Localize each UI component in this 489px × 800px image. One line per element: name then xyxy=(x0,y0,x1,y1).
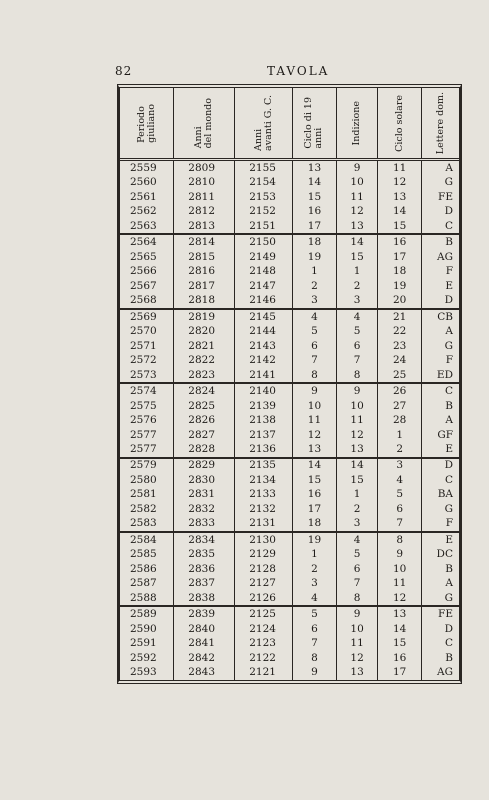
cell-periodo-giuliano: 2587 xyxy=(120,576,174,590)
cell-ciclo-solare: 15 xyxy=(378,219,422,234)
cell-ciclo-19: 19 xyxy=(292,250,336,264)
column-header-lettere-dom: Lettere dom. xyxy=(422,88,459,160)
cell-anni-avanti-gc: 2145 xyxy=(235,309,293,324)
running-title: TAVOLA xyxy=(267,64,330,78)
cell-ciclo-solare: 12 xyxy=(378,591,422,606)
cell-lettere-dom: D xyxy=(444,622,453,635)
cell-ciclo-solare: 5 xyxy=(378,487,422,501)
cell-ciclo-solare: 23 xyxy=(378,339,422,353)
cell-anni-del-mondo: 2824 xyxy=(174,383,235,398)
table-row xyxy=(120,651,459,665)
page-header xyxy=(0,64,489,80)
cell-anni-avanti-gc: 2132 xyxy=(235,502,293,516)
cell-ciclo-19: 18 xyxy=(292,516,336,531)
cell-anni-avanti-gc: 2153 xyxy=(235,190,293,204)
cell-anni-del-mondo: 2820 xyxy=(174,324,235,338)
table-row xyxy=(120,234,459,249)
column-header-periodo-giuliano: Periodo giuliano xyxy=(120,88,174,160)
cell-ciclo-solare: 22 xyxy=(378,324,422,338)
cell-lettere-dom: D xyxy=(444,205,453,218)
cell-indizione: 8 xyxy=(337,591,378,606)
cell-anni-avanti-gc: 2131 xyxy=(235,516,293,531)
cell-anni-avanti-gc: 2137 xyxy=(235,428,293,442)
cell-lettere-dom: A xyxy=(445,325,453,338)
cell-anni-del-mondo: 2811 xyxy=(174,190,235,204)
cell-lettere-dom: AG xyxy=(437,666,453,679)
cell-ciclo-solare: 2 xyxy=(378,442,422,457)
cell-anni-avanti-gc: 2138 xyxy=(235,413,293,427)
cell-ciclo-19: 15 xyxy=(292,473,336,487)
table-row xyxy=(120,293,459,308)
cell-ciclo-solare: 13 xyxy=(378,190,422,204)
cell-periodo-giuliano: 2591 xyxy=(120,636,174,650)
table-row xyxy=(120,353,459,367)
cell-lettere-dom: B xyxy=(445,562,453,575)
table-row xyxy=(120,562,459,576)
table-row xyxy=(120,606,459,621)
cell-ciclo-solare: 25 xyxy=(378,368,422,383)
cell-periodo-giuliano: 2583 xyxy=(120,516,174,531)
cell-anni-avanti-gc: 2147 xyxy=(235,279,293,293)
cell-indizione: 13 xyxy=(337,219,378,234)
cell-anni-del-mondo: 2829 xyxy=(174,458,235,473)
cell-ciclo-19: 1 xyxy=(292,547,336,561)
cell-ciclo-19: 6 xyxy=(292,339,336,353)
cell-indizione: 15 xyxy=(337,250,378,264)
cell-anni-del-mondo: 2841 xyxy=(174,636,235,650)
cell-periodo-giuliano: 2579 xyxy=(120,458,174,473)
cell-indizione: 10 xyxy=(337,399,378,413)
cell-ciclo-solare: 16 xyxy=(378,234,422,249)
cell-ciclo-solare: 9 xyxy=(378,547,422,561)
table-row xyxy=(120,516,459,531)
cell-anni-avanti-gc: 2123 xyxy=(235,636,293,650)
cell-periodo-giuliano: 2570 xyxy=(120,324,174,338)
cell-periodo-giuliano: 2572 xyxy=(120,353,174,367)
cell-periodo-giuliano: 2568 xyxy=(120,293,174,308)
cell-periodo-giuliano: 2577 xyxy=(120,428,174,442)
cell-indizione: 4 xyxy=(337,532,378,547)
table-row xyxy=(120,622,459,636)
table-row xyxy=(120,399,459,413)
cell-periodo-giuliano: 2576 xyxy=(120,413,174,427)
table-row xyxy=(120,591,459,606)
cell-ciclo-19: 19 xyxy=(292,532,336,547)
cell-anni-avanti-gc: 2122 xyxy=(235,651,293,665)
cell-lettere-dom: FE xyxy=(438,608,453,621)
cell-ciclo-19: 8 xyxy=(292,651,336,665)
cell-anni-del-mondo: 2816 xyxy=(174,264,235,278)
cell-anni-avanti-gc: 2150 xyxy=(235,234,293,249)
table-row xyxy=(120,428,459,442)
cell-lettere-dom: G xyxy=(422,591,459,606)
cell-lettere-dom: BA xyxy=(437,488,453,501)
column-header-ciclo-solare: Ciclo solare xyxy=(378,88,422,160)
cell-anni-del-mondo: 2821 xyxy=(174,339,235,353)
cell-anni-del-mondo: 2838 xyxy=(174,591,235,606)
chronology-table-frame xyxy=(117,84,462,684)
table-row xyxy=(120,160,459,176)
cell-ciclo-19: 15 xyxy=(292,190,336,204)
table-row xyxy=(120,576,459,590)
cell-periodo-giuliano: 2569 xyxy=(120,309,174,324)
cell-periodo-giuliano: 2581 xyxy=(120,487,174,501)
cell-ciclo-19: 5 xyxy=(292,324,336,338)
column-header-indizione: Indizione xyxy=(337,88,378,160)
cell-anni-del-mondo: 2835 xyxy=(174,547,235,561)
cell-ciclo-19: 5 xyxy=(292,606,336,621)
cell-ciclo-solare: 6 xyxy=(378,502,422,516)
cell-ciclo-19: 9 xyxy=(292,665,336,680)
cell-anni-del-mondo: 2813 xyxy=(174,219,235,234)
cell-ciclo-solare: 17 xyxy=(378,250,422,264)
cell-periodo-giuliano: 2559 xyxy=(120,160,174,176)
cell-anni-del-mondo: 2812 xyxy=(174,204,235,218)
cell-lettere-dom: C xyxy=(444,385,453,398)
cell-anni-avanti-gc: 2139 xyxy=(235,399,293,413)
chronology-table xyxy=(120,88,459,680)
cell-anni-avanti-gc: 2124 xyxy=(235,622,293,636)
cell-ciclo-19: 18 xyxy=(292,234,336,249)
cell-indizione: 9 xyxy=(337,606,378,621)
cell-ciclo-19: 10 xyxy=(292,399,336,413)
cell-indizione: 6 xyxy=(337,339,378,353)
cell-ciclo-solare: 3 xyxy=(378,458,422,473)
cell-lettere-dom: F xyxy=(422,516,459,531)
cell-anni-avanti-gc: 2142 xyxy=(235,353,293,367)
cell-indizione: 5 xyxy=(337,324,378,338)
cell-anni-del-mondo: 2834 xyxy=(174,532,235,547)
cell-ciclo-19: 14 xyxy=(292,175,336,189)
cell-periodo-giuliano: 2573 xyxy=(120,368,174,383)
cell-periodo-giuliano: 2589 xyxy=(120,606,174,621)
cell-anni-avanti-gc: 2135 xyxy=(235,458,293,473)
cell-anni-avanti-gc: 2133 xyxy=(235,487,293,501)
cell-ciclo-19: 13 xyxy=(292,442,336,457)
cell-lettere-dom: B xyxy=(445,399,453,412)
cell-lettere-dom: D xyxy=(444,459,453,472)
cell-anni-avanti-gc: 2151 xyxy=(235,219,293,234)
cell-ciclo-19: 3 xyxy=(292,576,336,590)
cell-ciclo-solare: 14 xyxy=(378,204,422,218)
cell-ciclo-19: 13 xyxy=(292,160,336,176)
cell-indizione: 10 xyxy=(337,622,378,636)
table-row xyxy=(120,204,459,218)
column-header-anni-avanti-gc: Anni avanti G. C. xyxy=(235,88,293,160)
cell-ciclo-19: 17 xyxy=(292,219,336,234)
cell-anni-del-mondo: 2809 xyxy=(174,160,235,176)
cell-periodo-giuliano: 2593 xyxy=(120,665,174,680)
cell-anni-avanti-gc: 2127 xyxy=(235,576,293,590)
cell-anni-avanti-gc: 2141 xyxy=(235,368,293,383)
cell-anni-del-mondo: 2833 xyxy=(174,516,235,531)
cell-indizione: 9 xyxy=(337,160,378,176)
cell-anni-del-mondo: 2828 xyxy=(174,442,235,457)
cell-anni-avanti-gc: 2130 xyxy=(235,532,293,547)
cell-ciclo-solare: 15 xyxy=(378,636,422,650)
cell-ciclo-solare: 26 xyxy=(378,383,422,398)
cell-indizione: 1 xyxy=(337,487,378,501)
cell-anni-avanti-gc: 2144 xyxy=(235,324,293,338)
cell-ciclo-19: 8 xyxy=(292,368,336,383)
cell-periodo-giuliano: 2562 xyxy=(120,204,174,218)
cell-lettere-dom: DC xyxy=(436,548,453,561)
cell-ciclo-solare: 16 xyxy=(378,651,422,665)
cell-anni-avanti-gc: 2146 xyxy=(235,293,293,308)
cell-indizione: 4 xyxy=(337,309,378,324)
cell-ciclo-19: 4 xyxy=(292,591,336,606)
cell-anni-del-mondo: 2839 xyxy=(174,606,235,621)
table-row xyxy=(120,339,459,353)
table-body xyxy=(120,160,459,681)
cell-anni-del-mondo: 2826 xyxy=(174,413,235,427)
cell-anni-del-mondo: 2843 xyxy=(174,665,235,680)
cell-lettere-dom: GF xyxy=(437,428,453,441)
cell-anni-avanti-gc: 2143 xyxy=(235,339,293,353)
cell-ciclo-solare: 14 xyxy=(378,622,422,636)
cell-ciclo-solare: 21 xyxy=(378,309,422,324)
table-row xyxy=(120,413,459,427)
cell-indizione: 8 xyxy=(337,368,378,383)
cell-periodo-giuliano: 2580 xyxy=(120,473,174,487)
table-row xyxy=(120,636,459,650)
cell-lettere-dom: CB xyxy=(437,310,453,323)
cell-ciclo-19: 4 xyxy=(292,309,336,324)
cell-ciclo-19: 2 xyxy=(292,279,336,293)
page-number: 82 xyxy=(115,64,133,78)
cell-anni-del-mondo: 2831 xyxy=(174,487,235,501)
cell-anni-del-mondo: 2827 xyxy=(174,428,235,442)
table-row xyxy=(120,264,459,278)
cell-ciclo-solare: 11 xyxy=(378,576,422,590)
table-row xyxy=(120,487,459,501)
cell-ciclo-19: 17 xyxy=(292,502,336,516)
cell-ciclo-solare: 17 xyxy=(378,665,422,680)
cell-indizione: 11 xyxy=(337,413,378,427)
cell-ciclo-19: 6 xyxy=(292,622,336,636)
cell-indizione: 12 xyxy=(337,428,378,442)
cell-indizione: 2 xyxy=(337,502,378,516)
cell-anni-del-mondo: 2836 xyxy=(174,562,235,576)
cell-periodo-giuliano: 2567 xyxy=(120,279,174,293)
table-row xyxy=(120,324,459,338)
cell-ciclo-19: 1 xyxy=(292,264,336,278)
cell-periodo-giuliano: 2588 xyxy=(120,591,174,606)
table-row xyxy=(120,219,459,234)
cell-ciclo-19: 3 xyxy=(292,293,336,308)
cell-ciclo-19: 7 xyxy=(292,636,336,650)
cell-anni-del-mondo: 2842 xyxy=(174,651,235,665)
cell-ciclo-solare: 1 xyxy=(378,428,422,442)
cell-indizione: 5 xyxy=(337,547,378,561)
cell-indizione: 7 xyxy=(337,353,378,367)
cell-indizione: 14 xyxy=(337,458,378,473)
cell-anni-del-mondo: 2837 xyxy=(174,576,235,590)
cell-ciclo-solare: 7 xyxy=(378,516,422,531)
column-header-anni-del-mondo: Anni del mondo xyxy=(174,88,235,160)
cell-lettere-dom: F xyxy=(445,265,453,278)
cell-indizione: 14 xyxy=(337,234,378,249)
table-row xyxy=(120,190,459,204)
cell-anni-avanti-gc: 2128 xyxy=(235,562,293,576)
cell-lettere-dom: A xyxy=(445,414,453,427)
cell-periodo-giuliano: 2584 xyxy=(120,532,174,547)
cell-indizione: 6 xyxy=(337,562,378,576)
cell-indizione: 15 xyxy=(337,473,378,487)
cell-lettere-dom: E xyxy=(422,442,459,457)
cell-ciclo-19: 11 xyxy=(292,413,336,427)
cell-lettere-dom: G xyxy=(444,502,453,515)
cell-anni-del-mondo: 2822 xyxy=(174,353,235,367)
cell-periodo-giuliano: 2566 xyxy=(120,264,174,278)
cell-indizione: 12 xyxy=(337,651,378,665)
cell-ciclo-solare: 27 xyxy=(378,399,422,413)
cell-periodo-giuliano: 2577 xyxy=(120,442,174,457)
cell-anni-del-mondo: 2818 xyxy=(174,293,235,308)
cell-ciclo-19: 7 xyxy=(292,353,336,367)
cell-indizione: 11 xyxy=(337,190,378,204)
cell-anni-del-mondo: 2814 xyxy=(174,234,235,249)
cell-ciclo-solare: 20 xyxy=(378,293,422,308)
table-row xyxy=(120,279,459,293)
cell-periodo-giuliano: 2560 xyxy=(120,175,174,189)
cell-periodo-giuliano: 2564 xyxy=(120,234,174,249)
cell-periodo-giuliano: 2575 xyxy=(120,399,174,413)
cell-anni-del-mondo: 2819 xyxy=(174,309,235,324)
cell-anni-del-mondo: 2830 xyxy=(174,473,235,487)
cell-lettere-dom: FE xyxy=(438,190,453,203)
cell-periodo-giuliano: 2563 xyxy=(120,219,174,234)
header-row xyxy=(120,88,459,160)
cell-lettere-dom: ED xyxy=(422,368,459,383)
cell-ciclo-solare: 4 xyxy=(378,473,422,487)
cell-lettere-dom: B xyxy=(445,236,453,249)
cell-anni-del-mondo: 2810 xyxy=(174,175,235,189)
cell-indizione: 3 xyxy=(337,516,378,531)
cell-lettere-dom: C xyxy=(444,473,453,486)
cell-anni-avanti-gc: 2134 xyxy=(235,473,293,487)
cell-ciclo-solare: 18 xyxy=(378,264,422,278)
cell-periodo-giuliano: 2561 xyxy=(120,190,174,204)
cell-anni-avanti-gc: 2155 xyxy=(235,160,293,176)
cell-periodo-giuliano: 2565 xyxy=(120,250,174,264)
table-row xyxy=(120,250,459,264)
cell-ciclo-19: 2 xyxy=(292,562,336,576)
cell-indizione: 10 xyxy=(337,175,378,189)
cell-periodo-giuliano: 2585 xyxy=(120,547,174,561)
cell-anni-del-mondo: 2832 xyxy=(174,502,235,516)
cell-lettere-dom: C xyxy=(444,637,453,650)
cell-lettere-dom: E xyxy=(445,533,453,546)
cell-ciclo-solare: 13 xyxy=(378,606,422,621)
cell-anni-del-mondo: 2815 xyxy=(174,250,235,264)
cell-lettere-dom: F xyxy=(445,354,453,367)
cell-periodo-giuliano: 2586 xyxy=(120,562,174,576)
cell-periodo-giuliano: 2590 xyxy=(120,622,174,636)
cell-indizione: 3 xyxy=(337,293,378,308)
cell-anni-avanti-gc: 2148 xyxy=(235,264,293,278)
cell-ciclo-19: 14 xyxy=(292,458,336,473)
cell-anni-del-mondo: 2825 xyxy=(174,399,235,413)
table-row xyxy=(120,368,459,383)
cell-anni-avanti-gc: 2126 xyxy=(235,591,293,606)
cell-ciclo-solare: 19 xyxy=(378,279,422,293)
cell-ciclo-19: 16 xyxy=(292,204,336,218)
cell-anni-avanti-gc: 2129 xyxy=(235,547,293,561)
cell-anni-del-mondo: 2840 xyxy=(174,622,235,636)
cell-anni-avanti-gc: 2125 xyxy=(235,606,293,621)
cell-ciclo-19: 16 xyxy=(292,487,336,501)
table-row xyxy=(120,473,459,487)
cell-indizione: 2 xyxy=(337,279,378,293)
cell-ciclo-solare: 28 xyxy=(378,413,422,427)
cell-anni-del-mondo: 2817 xyxy=(174,279,235,293)
cell-periodo-giuliano: 2571 xyxy=(120,339,174,353)
cell-lettere-dom: D xyxy=(422,293,459,308)
cell-anni-avanti-gc: 2149 xyxy=(235,250,293,264)
table-row xyxy=(120,383,459,398)
table-row xyxy=(120,442,459,457)
table-row xyxy=(120,175,459,189)
cell-indizione: 7 xyxy=(337,576,378,590)
cell-ciclo-solare: 12 xyxy=(378,175,422,189)
cell-lettere-dom: B xyxy=(445,651,453,664)
cell-lettere-dom: G xyxy=(444,339,453,352)
cell-anni-del-mondo: 2823 xyxy=(174,368,235,383)
cell-lettere-dom: AG xyxy=(437,250,453,263)
cell-periodo-giuliano: 2592 xyxy=(120,651,174,665)
cell-anni-avanti-gc: 2121 xyxy=(235,665,293,680)
cell-ciclo-solare: 11 xyxy=(378,160,422,176)
cell-anni-avanti-gc: 2140 xyxy=(235,383,293,398)
cell-anni-avanti-gc: 2136 xyxy=(235,442,293,457)
cell-ciclo-solare: 8 xyxy=(378,532,422,547)
cell-indizione: 9 xyxy=(337,383,378,398)
cell-ciclo-solare: 10 xyxy=(378,562,422,576)
cell-lettere-dom: C xyxy=(422,219,459,234)
cell-anni-avanti-gc: 2154 xyxy=(235,175,293,189)
cell-indizione: 1 xyxy=(337,264,378,278)
table-row xyxy=(120,458,459,473)
column-header-ciclo-19: Ciclo di 19 anni xyxy=(292,88,336,160)
cell-ciclo-19: 9 xyxy=(292,383,336,398)
table-row xyxy=(120,309,459,324)
cell-periodo-giuliano: 2582 xyxy=(120,502,174,516)
cell-ciclo-solare: 24 xyxy=(378,353,422,367)
table-row xyxy=(120,665,459,680)
table-row xyxy=(120,547,459,561)
cell-ciclo-19: 12 xyxy=(292,428,336,442)
cell-indizione: 13 xyxy=(337,442,378,457)
table-row xyxy=(120,532,459,547)
cell-lettere-dom: A xyxy=(445,161,453,174)
cell-indizione: 12 xyxy=(337,204,378,218)
table-row xyxy=(120,502,459,516)
cell-lettere-dom: G xyxy=(444,176,453,189)
cell-periodo-giuliano: 2574 xyxy=(120,383,174,398)
cell-anni-avanti-gc: 2152 xyxy=(235,204,293,218)
cell-indizione: 13 xyxy=(337,665,378,680)
cell-lettere-dom: E xyxy=(445,279,453,292)
cell-indizione: 11 xyxy=(337,636,378,650)
cell-lettere-dom: A xyxy=(445,577,453,590)
